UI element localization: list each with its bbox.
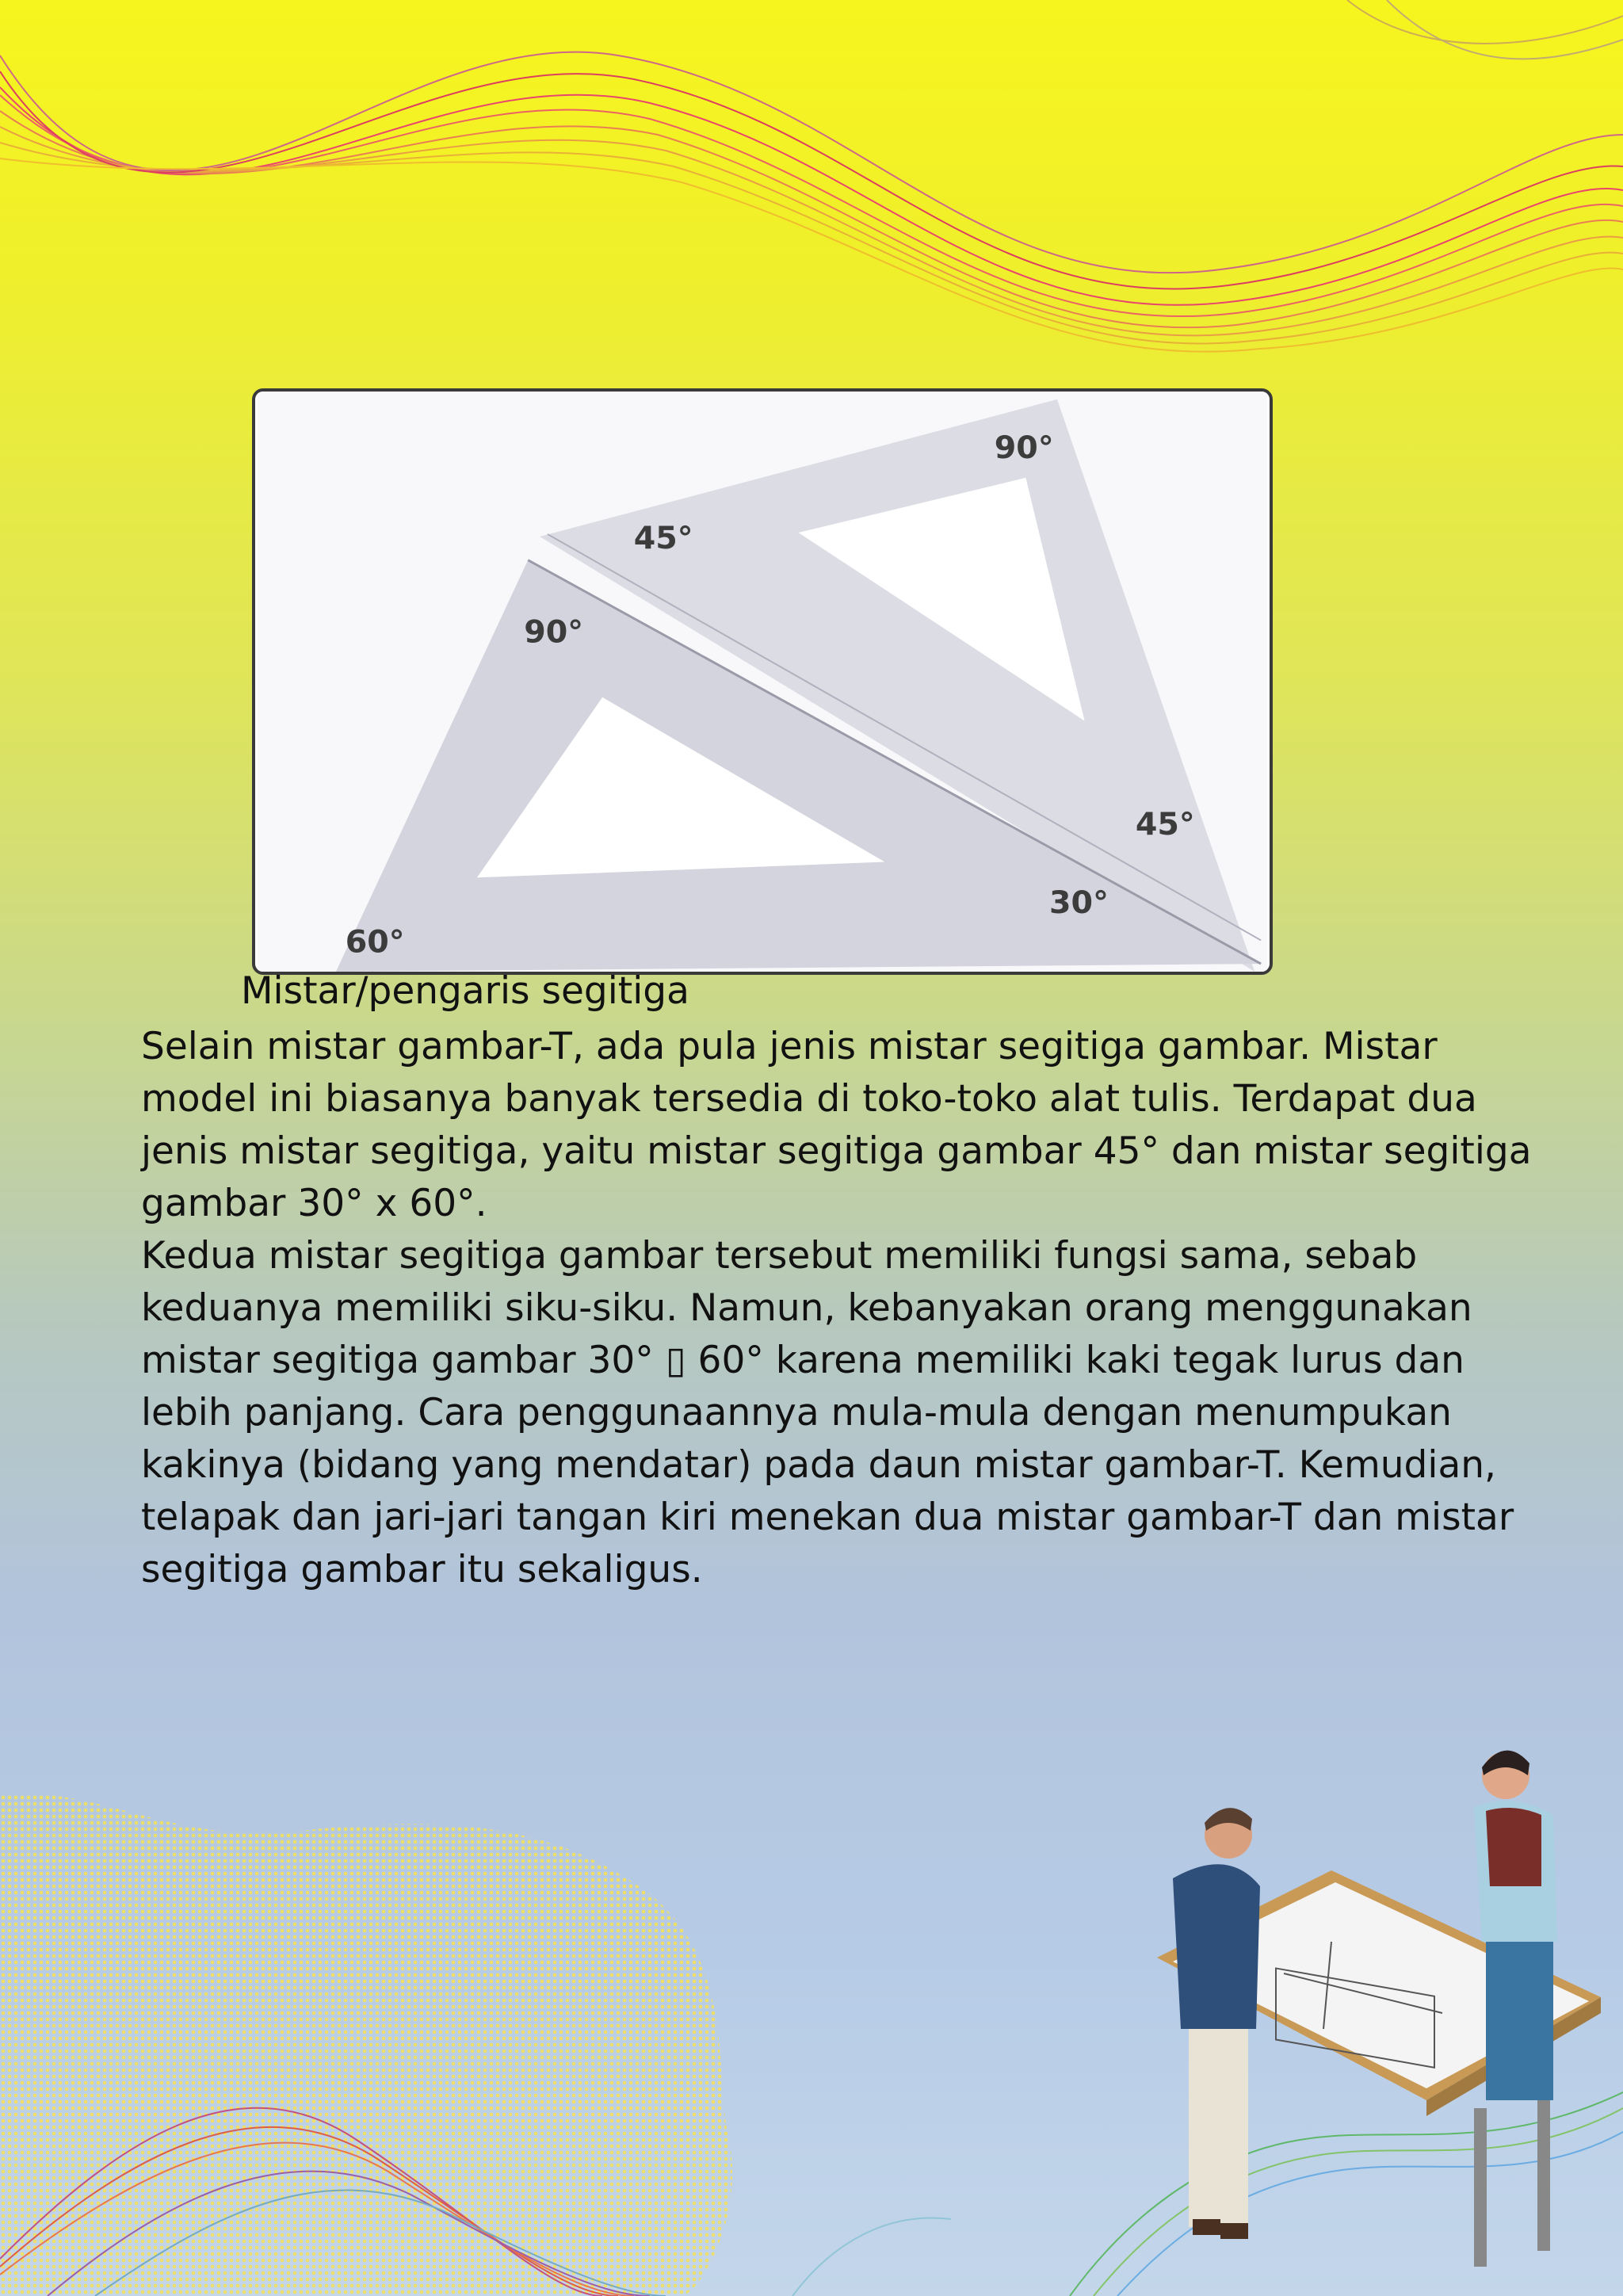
body-line: Kedua mistar segitiga gambar tersebut memiliki fungsi sama, sebab [141,1234,1418,1278]
architects-illustration [1125,1728,1623,2296]
set-squares-illustration [255,392,1270,972]
body-line: keduanya memiliki siku-siku. Namun, kebanyakan orang menggunakan [141,1286,1472,1330]
angle-label-30: 30° [1049,884,1109,921]
body-line: lebih panjang. Cara penggunaannya mula-mula dengan menumpukan [141,1391,1452,1435]
angle-label-60: 60° [345,923,405,961]
body-line: kakinya (bidang yang mendatar) pada daun mistar gambar-T. Kemudian, [141,1443,1496,1487]
angle-label-45-left: 45° [633,519,693,556]
body-line: segitiga gambar itu sekaligus. [141,1548,703,1591]
figure-caption: Mistar/pengaris segitiga [241,969,689,1013]
angle-label-90-top: 90° [994,430,1054,467]
body-line: jenis mistar segitiga, yaitu mistar segitiga gambar 45° dan mistar segitiga [141,1129,1532,1173]
body-line: model ini biasanya banyak tersedia di toko-toko alat tulis. Terdapat dua [141,1077,1477,1121]
body-line: Selain mistar gambar-T, ada pula jenis mistar segitiga gambar. Mistar [141,1025,1438,1068]
angle-label-45-right: 45° [1135,805,1195,842]
set-squares-photo [252,388,1273,975]
body-text [141,1021,1583,1596]
body-line: telapak dan jari-jari tangan kiri menekan dua mistar gambar-T dan mistar [141,1496,1514,1539]
body-line: mistar segitiga gambar 30° ▯ 60° karena memiliki kaki tegak lurus dan [141,1339,1465,1382]
angle-label-90-left: 90° [524,613,584,651]
top-wave-decoration [0,0,1623,412]
body-line: gambar 30° x 60°. [141,1182,487,1225]
